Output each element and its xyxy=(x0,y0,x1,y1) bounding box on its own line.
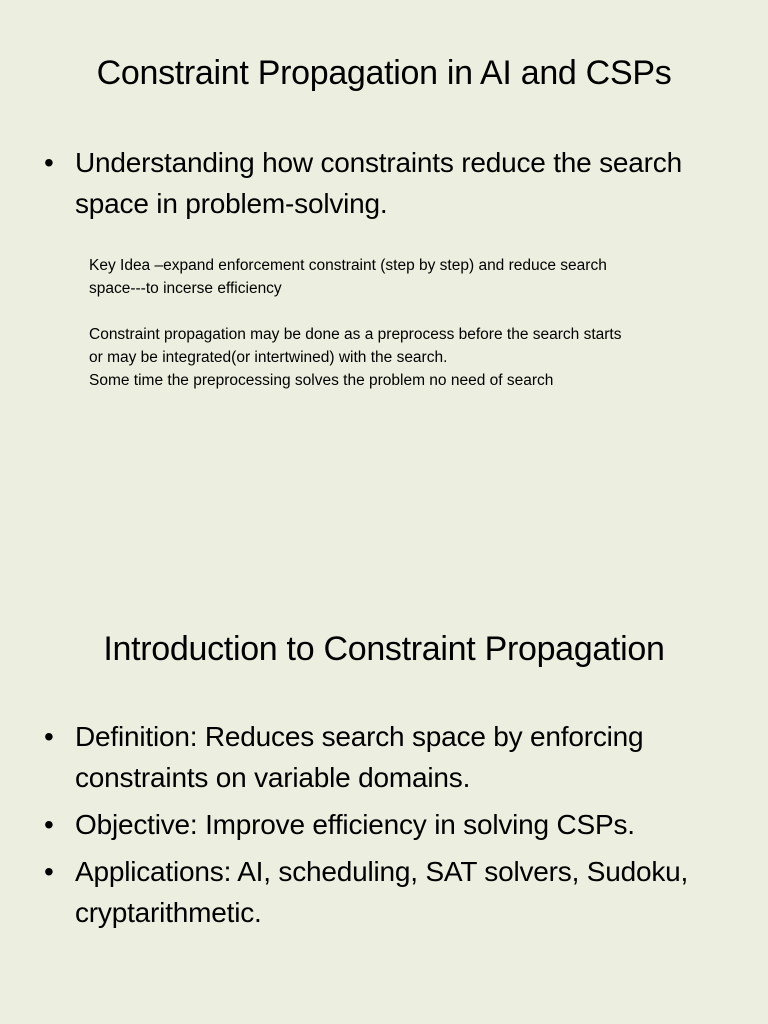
slide-1-bullet-item xyxy=(44,142,734,224)
slide-2-bullet-text: Definition: Reduces search space by enforcing constraints on variable domains. xyxy=(75,721,644,793)
bullet-icon: • xyxy=(44,147,54,178)
slide-2-bullet-item xyxy=(44,851,734,933)
note-line: Key Idea –expand enforcement constraint (step by step) and reduce search xyxy=(89,257,607,274)
note-line: Some time the preprocessing solves the problem no need of search xyxy=(89,372,554,389)
note-line: or may be integrated(or intertwined) with the search. xyxy=(89,349,448,366)
slide-2-bullet-item xyxy=(44,804,734,845)
slide-2-bullet-item xyxy=(44,716,734,798)
bullet-icon: • xyxy=(44,721,54,752)
slide-2-title: Introduction to Constraint Propagation xyxy=(103,630,665,668)
note-spacer xyxy=(89,300,709,323)
bullet-icon: • xyxy=(44,856,54,887)
slide-2 xyxy=(0,512,768,1024)
slide-1-bullet-list xyxy=(44,142,734,230)
bullet-icon: • xyxy=(44,809,54,840)
slide-2-bullet-list xyxy=(44,716,734,939)
note-line: space---to incerse efficiency xyxy=(89,280,282,297)
slide-2-bullet-text: Applications: AI, scheduling, SAT solvers, Sudoku, cryptarithmetic. xyxy=(75,856,689,928)
note-line: Constraint propagation may be done as a preprocess before the search starts xyxy=(89,326,622,343)
slide-1-title: Constraint Propagation in AI and CSPs xyxy=(96,54,672,92)
slide-2-bullet-text: Objective: Improve efficiency in solving CSPs. xyxy=(75,809,635,840)
slide-1-notes xyxy=(89,254,709,392)
slide-1-bullet-text: Understanding how constraints reduce the search space in problem-solving. xyxy=(75,147,682,219)
